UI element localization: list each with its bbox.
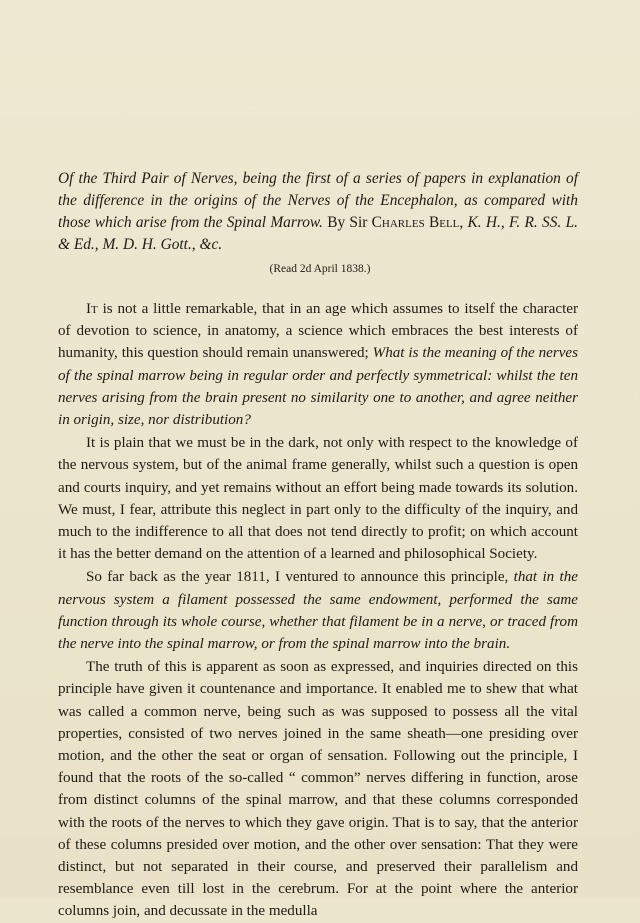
paragraph-4-plain: The truth of this is apparent as soon as expressed, and inquiries directed on this principle have given it countenance and importance. It enabled me to shew that what was called a common nerve, being such as was supposed to possess all the vital properties, consisted of two nerves joined in the same sheath—one presiding over motion, and the other the seat or organ of sensation. Following out the principle, I found that the roots of the so-called “ common” nerves differing in function, arose from distinct columns of the spinal marrow, and that these columns corresponded with the roots of the nerves to which they gave origin. That is to say, that the anterior of these columns presided over motion, and the other over sensation: That they were distinct, but not separated in their course, and preserved their parallelism and resemblance even till lost in the cerebrum. For at the point where the anterior columns join, and decussate in the medulla xyxy=(58,659,578,920)
body-text xyxy=(58,298,578,923)
title-part-2: the difference in the origins of the Nerves of the Encephalon, as compared with those xyxy=(58,192,578,231)
opening-word: It xyxy=(86,301,98,317)
paragraph-2-plain: It is plain that we must be in the dark, not only with respect to the knowledge of the nervous system, but of the animal frame generally, whilst such a question is open and courts inquiry, and yet remains without an effort being made towards its solution. We must, I fear, attribute this neglect in part only to the difficulty of the inquiry, and much to the indifference to all that does not tend directly to profit; on which account it has the better demand on the attention of a learned and philosophical Society. xyxy=(58,435,578,563)
paragraph-4 xyxy=(58,656,578,922)
paragraph-1-italic: What is the meaning of the nerves of the spinal marrow being in regular order and perfectly symmetrical: whilst the ten nerves arising from the brain present no similarity one to another, and agree neither in origin, size, nor distribution? xyxy=(58,345,578,429)
paper-title: Of the Third Pair of Nerves, being the first of a series of papers in explanation of the difference in the origins of the Nerves of the Encephalon, as compared with those which arise from the Spinal Marrow. By Sir Charles Bell, K. H., F. R. SS. L. & Ed., M. D. H. Gott., &c. xyxy=(58,170,578,253)
paragraph-3-italic: that in the nervous system a filament possessed the same endowment, performed the same function through its whole course, whether that filament be in a nerve, or traced from the nerve into the spinal marrow, or from the spinal marrow into the brain. xyxy=(58,569,578,653)
title-part-3: which arise from the Spinal Marrow. xyxy=(94,214,323,231)
author-credentials: K. H., F. R. SS. xyxy=(467,214,562,231)
paragraph-1 xyxy=(58,298,578,431)
paragraph-3-plain: So far back as the year 1811, I ventured to announce this principle, xyxy=(86,569,514,586)
title-part-1: Of the Third Pair of Nerves, being the first of a series of papers in explanation of xyxy=(58,170,578,187)
read-date: (Read 2d April 1838.) xyxy=(269,263,371,275)
paragraph-1-plain: is not a little remarkable, that in an age which assumes to itself the character of devotion to science, in anatomy, a science which embraces the best interests of humanity, this question should remain unanswered; xyxy=(58,301,578,362)
author-name: Charles Bell xyxy=(371,214,460,231)
title-part-4: L. & Ed., M. D. H. Gott., &c. xyxy=(58,214,578,253)
title-by-text: By Sir xyxy=(327,214,372,231)
paragraph-2 xyxy=(58,432,578,565)
paragraph-3 xyxy=(58,566,578,655)
